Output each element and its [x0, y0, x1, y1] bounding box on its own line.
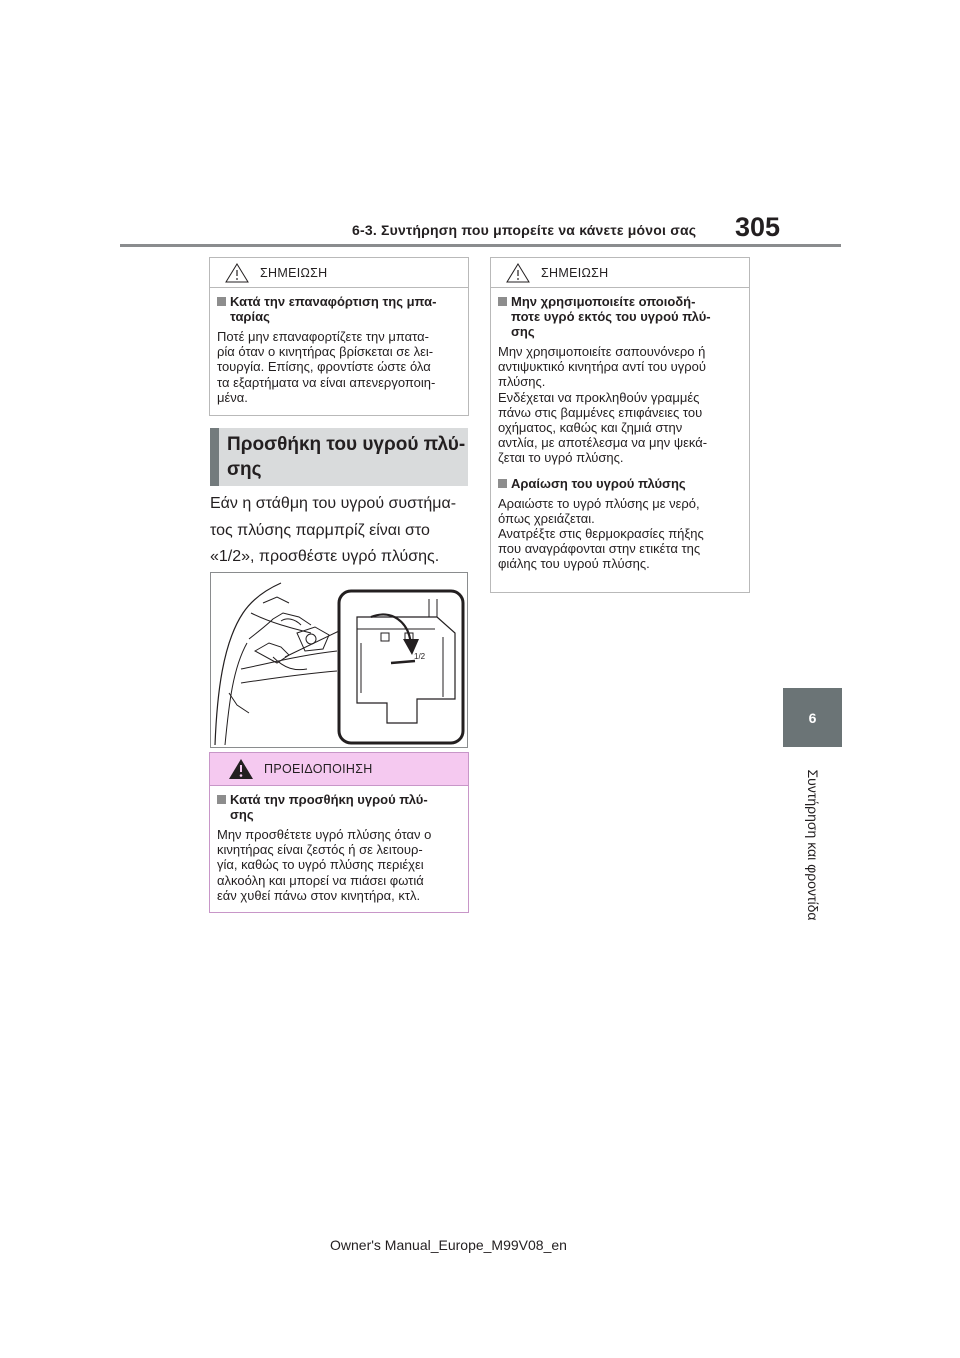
notice-subheading-text: Κατά την επαναφόρτιση της μπα- ταρίας [230, 294, 437, 324]
footer-document-id: Owner's Manual_Europe_M99V08_en [330, 1237, 567, 1253]
section-heading: Προσθήκη του υγρού πλύ- σης [210, 428, 468, 486]
notice-text: Μην χρησιμοποιείτε σαπουνόνερο ή αντιψυκτικό κινητήρα αντί του υγρού πλύσης. Ενδέχεται να προκληθούν γραμμές πάνω στις βαμμένες επιφάνειες του οχήματος, καθώς και ζημιά στην αντλία, με αποτέλεσμα να μην ψεκά- ζεται το υγρό πλύσης. [498, 344, 708, 466]
chapter-tab [783, 688, 842, 747]
bullet-square-icon [498, 297, 507, 306]
section-body-text: Εάν η στάθμη του υγρού συστήμα- τος πλύσης παρμπρίζ είναι στο «1/2», προσθέστε υγρό πλύσης. [210, 495, 457, 565]
notice-subheading-text: Αραίωση του υγρού πλύσης [511, 475, 686, 491]
notice-label: ΣΗΜΕΙΩΣΗ [541, 265, 609, 280]
caution-triangle-icon [505, 262, 531, 284]
warning-subheading [217, 792, 461, 822]
page-number: 305 [735, 212, 781, 242]
notice-label: ΣΗΜΕΙΩΣΗ [260, 265, 328, 280]
notice-body [210, 288, 468, 405]
warning-body [210, 786, 468, 903]
notice-box-battery [209, 257, 469, 416]
running-header-title: 6-3. Συντήρηση που μπορείτε να κάνετε μόνοι σας [352, 222, 697, 238]
notice-text: Αραιώστε το υγρό πλύσης με νερό, όπως χρειάζεται. Ανατρέξτε στις θερμοκρασίες πήξης που αναγράφονται στην ετικέτα της φιάλης του υγρού πλύσης. [498, 495, 704, 572]
engine-bay-drawing [211, 573, 467, 747]
notice-text: Ποτέ μην επαναφορτίζετε την μπατα- ρία όταν ο κινητήρας βρίσκεται σε λει- τουργία. Επίσης, φροντίστε ώστε όλα τα εξαρτήματα να είναι απενεργοποιη- μένα. [217, 329, 436, 405]
warning-header [210, 753, 468, 786]
notice-subheading [498, 476, 742, 491]
warning-subheading-text: Κατά την προσθήκη υγρού πλύ- σης [230, 792, 428, 822]
warning-triangle-icon [228, 758, 254, 780]
notice-subheading [498, 294, 742, 339]
caution-triangle-icon [224, 262, 250, 284]
header-divider [120, 244, 841, 247]
notice-header [210, 258, 468, 288]
chapter-title: Συντήρηση και φροντίδα [805, 769, 821, 921]
bullet-square-icon [217, 795, 226, 804]
warning-box-washer-fluid [209, 752, 469, 913]
notice-subheading-text: Μην χρησιμοποιείτε οποιοδή- ποτε υγρό εκτός του υγρού πλύ- σης [511, 294, 711, 339]
notice-box-washer-fluid [490, 257, 750, 593]
chapter-number: 6 [808, 709, 817, 726]
chapter-title-vertical [776, 760, 850, 930]
bullet-square-icon [217, 297, 226, 306]
bullet-square-icon [498, 479, 507, 488]
notice-subheading [217, 294, 461, 324]
washer-reservoir-illustration [210, 572, 468, 748]
level-mark-label: 1/2 [414, 652, 426, 661]
notice-body [491, 288, 749, 572]
warning-text: Μην προσθέτετε υγρό πλύσης όταν ο κινητήρας είναι ζεστός ή σε λειτουρ- γία, καθώς το υγρό πλύσης περιέχει αλκοόλη και μπορεί να πιάσει φωτιά εάν χυθεί πάνω στον κινητήρα, κτλ. [217, 827, 432, 903]
notice-header [491, 258, 749, 288]
warning-label: ΠΡΟΕΙΔΟΠΟΙΗΣΗ [264, 762, 373, 776]
